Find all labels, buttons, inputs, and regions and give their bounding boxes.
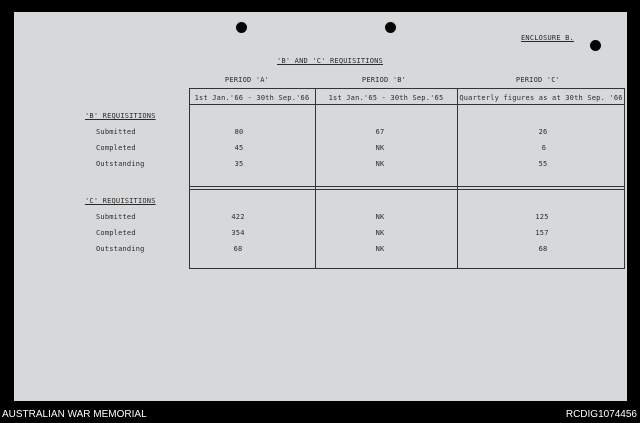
- b-outstanding-label: Outstanding: [96, 160, 145, 168]
- c-outstanding-period-a: 68: [233, 245, 243, 253]
- b-submitted-period-b: 67: [375, 128, 385, 136]
- enclosure-label: ENCLOSURE B.: [521, 34, 574, 42]
- b-submitted-period-c: 26: [538, 128, 548, 136]
- table-border-bottom: [189, 268, 625, 269]
- table-header-divider: [189, 104, 625, 105]
- table-section-divider: [189, 186, 625, 187]
- period-a-range: 1st Jan.'66 - 30th Sep.'66: [194, 94, 310, 102]
- period-c-heading: PERIOD 'C': [515, 76, 561, 84]
- c-outstanding-period-b: NK: [375, 245, 385, 253]
- b-submitted-label: Submitted: [96, 128, 136, 136]
- punch-hole-middle: [385, 22, 396, 33]
- c-submitted-period-a: 422: [231, 213, 245, 221]
- table-section-divider-2: [189, 189, 625, 190]
- b-completed-label: Completed: [96, 144, 136, 152]
- c-completed-period-b: NK: [375, 229, 385, 237]
- c-completed-label: Completed: [96, 229, 136, 237]
- c-completed-period-a: 354: [231, 229, 245, 237]
- punch-hole-right: [590, 40, 601, 51]
- c-submitted-period-b: NK: [375, 213, 385, 221]
- b-completed-period-b: NK: [375, 144, 385, 152]
- footer-institution: AUSTRALIAN WAR MEMORIAL: [2, 409, 147, 420]
- period-a-heading: PERIOD 'A': [224, 76, 270, 84]
- b-submitted-period-a: 80: [234, 128, 244, 136]
- b-completed-period-c: 6: [541, 144, 547, 152]
- c-outstanding-label: Outstanding: [96, 245, 145, 253]
- table-border-right: [624, 88, 625, 269]
- punch-hole-left: [236, 22, 247, 33]
- table-border-left: [189, 88, 190, 269]
- table-column-divider-1: [315, 88, 316, 269]
- c-requisitions-heading: 'C' REQUISITIONS: [85, 197, 156, 205]
- table-border-top: [189, 88, 625, 89]
- b-outstanding-period-a: 35: [234, 160, 244, 168]
- b-outstanding-period-b: NK: [375, 160, 385, 168]
- footer-catalogue-id: RCDIG1074456: [565, 409, 637, 420]
- b-outstanding-period-c: 55: [538, 160, 548, 168]
- c-outstanding-period-c: 68: [538, 245, 548, 253]
- document-title: 'B' AND 'C' REQUISITIONS: [277, 57, 383, 65]
- b-requisitions-heading: 'B' REQUISITIONS: [85, 112, 156, 120]
- c-submitted-label: Submitted: [96, 213, 136, 221]
- period-b-range: 1st Jan.'65 - 30th Sep.'65: [328, 94, 444, 102]
- document-page: [14, 12, 627, 401]
- b-completed-period-a: 45: [234, 144, 244, 152]
- table-column-divider-2: [457, 88, 458, 269]
- period-b-heading: PERIOD 'B': [361, 76, 407, 84]
- c-submitted-period-c: 125: [535, 213, 549, 221]
- period-c-range: Quarterly figures as at 30th Sep. '66: [459, 94, 623, 102]
- c-completed-period-c: 157: [535, 229, 549, 237]
